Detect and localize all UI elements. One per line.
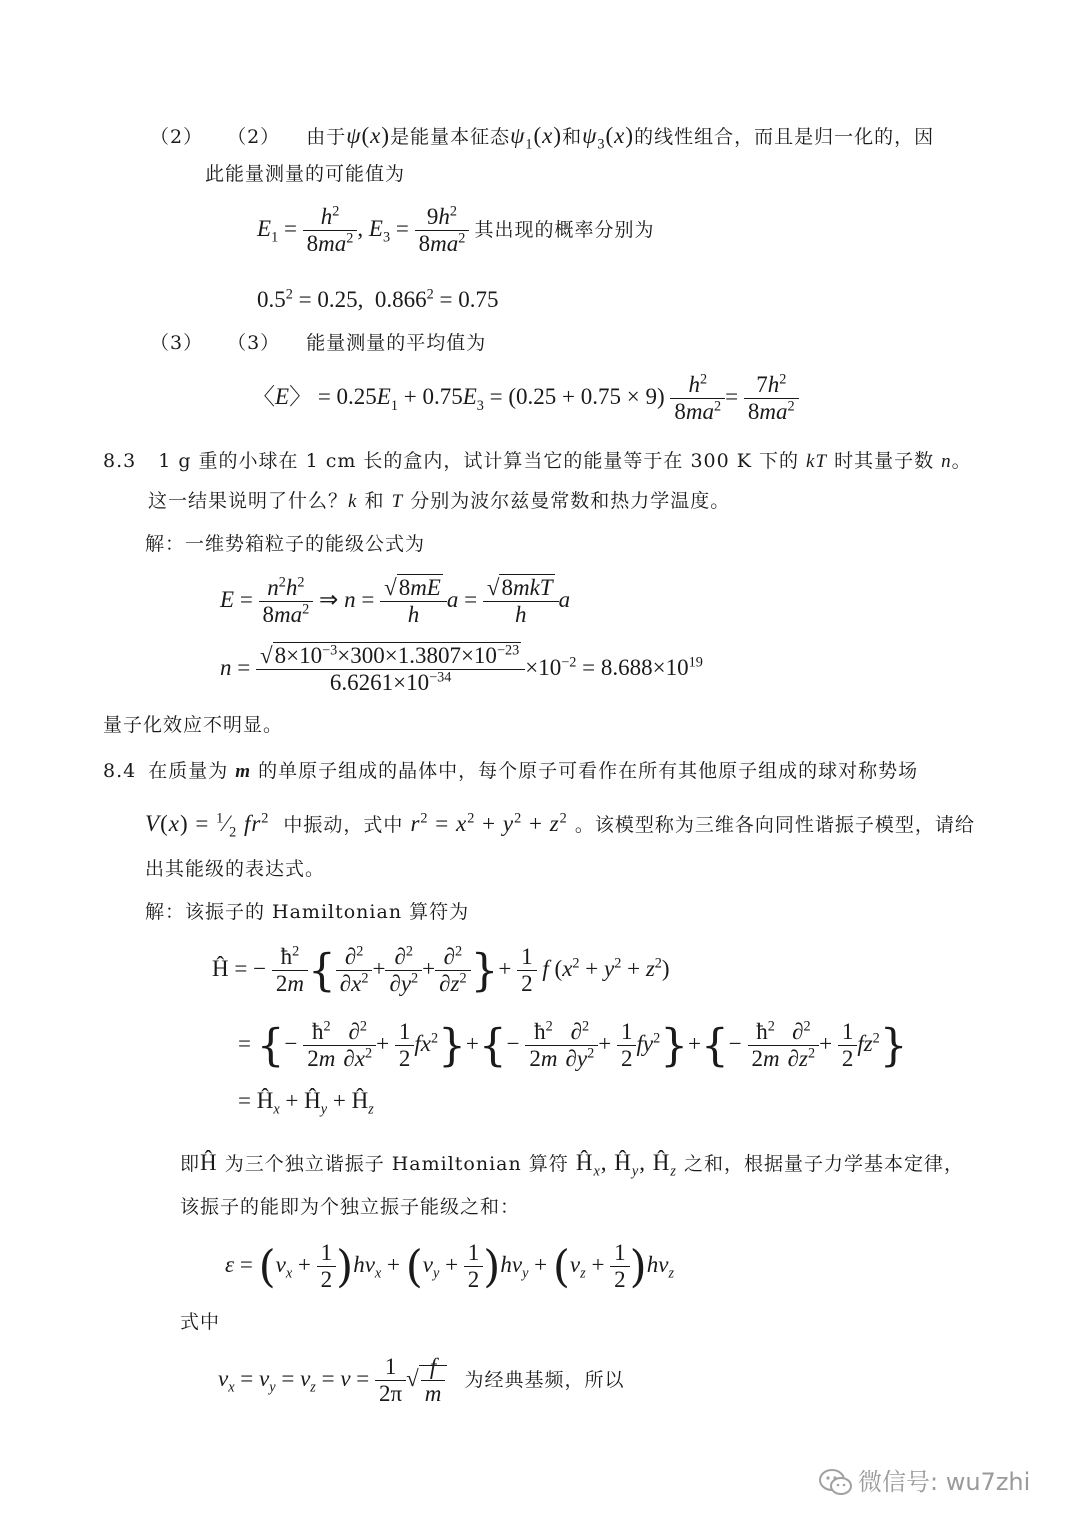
quantum-number-formula: E = $\frac{n^2h^2}{8ma^2}$ ⇒ n = $\frac{√8mE}{h}$ a = $\frac{\text{√8mkT}}{h}$ a [220,574,571,628]
problem-8-3-conclusion: 量子化效应不明显。 [103,714,284,736]
problem-8-4-solution: 解：该振子的 Hamiltonian 算符为 [145,901,470,923]
hamiltonian-sum-line-2: 该振子的能即为个独立振子能级之和： [180,1196,521,1218]
hamiltonian-line-2: = {− $\frac{ħ^2}{2m}$ $\frac{\partial^2}{\partial x^2}$ + $\frac{1}{2}$ $fx^2\}+\{-$ $\frac{ħ^2}{2m}$ $\frac{\partial^2}{\partial y^2}$ + $\frac{1}{2}$ $fy^2\}+\{-$ $\frac{ħ^2}{2m}$ $\frac{\partial^2}{\partial z^2}$ + $\frac{1}{2}$ $fz^2$} [238,1018,908,1072]
problem-8-4-line-2: $V(x) = ^1⁄_2$ $fr^2$ 中振动，式中 $r^2 = x^2 + y^2 + z^2$ 。该模型称为三维各向同性谐振子模型，请给 [145,810,975,841]
problem-8-3-solution: 解：一维势箱粒子的能级公式为 [145,533,426,555]
energy-values-equation: $E_1$ = $\frac{h^2}{8ma^2}$ , $E_3$ = $\frac{9h^2}{8ma^2}$ 其出现的概率分别为 [257,203,655,257]
quantum-number-value: n = $\frac{√8\times 10^{-3}\times 300\times 1.3807\times 10^{-23}}{6.6261\times 10^{-34}}$ $\times 10^{-2} = 8.688\times 10^{19}$ [220,642,703,696]
problem-8-4-line-3: 出其能级的表达式。 [145,858,326,880]
frequency-text: 为经典基频，所以 [464,1369,625,1392]
energy-sum-equation: $\varepsilon = (v_x$ + $\frac{1}{2}$ )$h\nu_x + (v_y$ + $\frac{1}{2}$ )$h\nu_y + (v_z$ + $\frac{1}{2}$ )$h\nu_z$ [225,1240,674,1293]
hamiltonian-sum-line-1: 即Ĥ 为三个独立谐振子 Hamiltonian 算符 $Ĥ_x$, $Ĥ_y$, $Ĥ_z$ 之和，根据量子力学基本定律， [180,1150,964,1180]
hamiltonian-line-1: Ĥ = − $\frac{ħ^2}{2m}$ { $\frac{\partial^2}{\partial x^2}$ + $\frac{\partial^2}{\partial y^2}$ + $\frac{\partial^2}{\partial z^2}$ }+ $\frac{1}{2}$ f $(x^2 + y^2 + z^2)$ [212,943,670,997]
probability-text: 其出现的概率分别为 [474,219,655,242]
where-label: 式中 [180,1311,221,1333]
psi1-x: $\psi_1(x)$ [510,123,563,153]
mean-energy-equation: 〈E〉 = $0.25E_1 + 0.75E_3 = (0.25 + 0.75 \times 9)$ $\frac{h^2}{8ma^2}$ = $\frac{7h^2}{8ma^2}$ [252,372,799,426]
hamiltonian-line-3: = $Ĥ_x$ + $Ĥ_y$ + $Ĥ_z$ [238,1088,374,1118]
radius-expression: $r^2 = x^2 + y^2 + z^2$ [410,810,568,836]
probability-equation: $0.5^2 = 0.25$, $0.866^2 = 0.75$ [257,286,499,312]
problem-8-4-line-1: 8.4 在质量为 m 的单原子组成的晶体中，每个原子可看作在所有其他原子组成的球对称势场 [103,760,919,782]
potential-expression: $V(x) = ^1⁄_2$ $fr^2$ [145,810,270,841]
item-2-line-2: 此能量测量的可能值为 [205,163,406,185]
item-2-line-1: （2） （2） 由于ψ(x)是能量本征态$\psi_1(x)$和$\psi_3(x)$的线性组合，而且是归一化的，因 [150,123,935,153]
wechat-icon [818,1468,854,1498]
watermark: 微信号: wu7zhi [818,1462,1030,1498]
item-3-line: （3） （3） 能量测量的平均值为 [150,332,487,354]
psi3-x: $\psi_3(x)$ [582,123,635,153]
problem-8-3-line-1: 8.3 1 g 重的小球在 1 cm 长的盒内，试计算当它的能量等于在 300 K 下的 kT 时其量子数 n。 [103,450,972,472]
frequency-equation: $\nu_x = \nu_y = \nu_z = \nu$ = $\frac{1}{2\pi}$ √ $\frac{f}{m}$ 为经典基频，所以 [218,1354,625,1407]
psi-x: ψ(x) [346,123,391,148]
problem-8-3-line-2: 这一结果说明了什么？k 和 T 分别为波尔兹曼常数和热力学温度。 [148,490,731,512]
